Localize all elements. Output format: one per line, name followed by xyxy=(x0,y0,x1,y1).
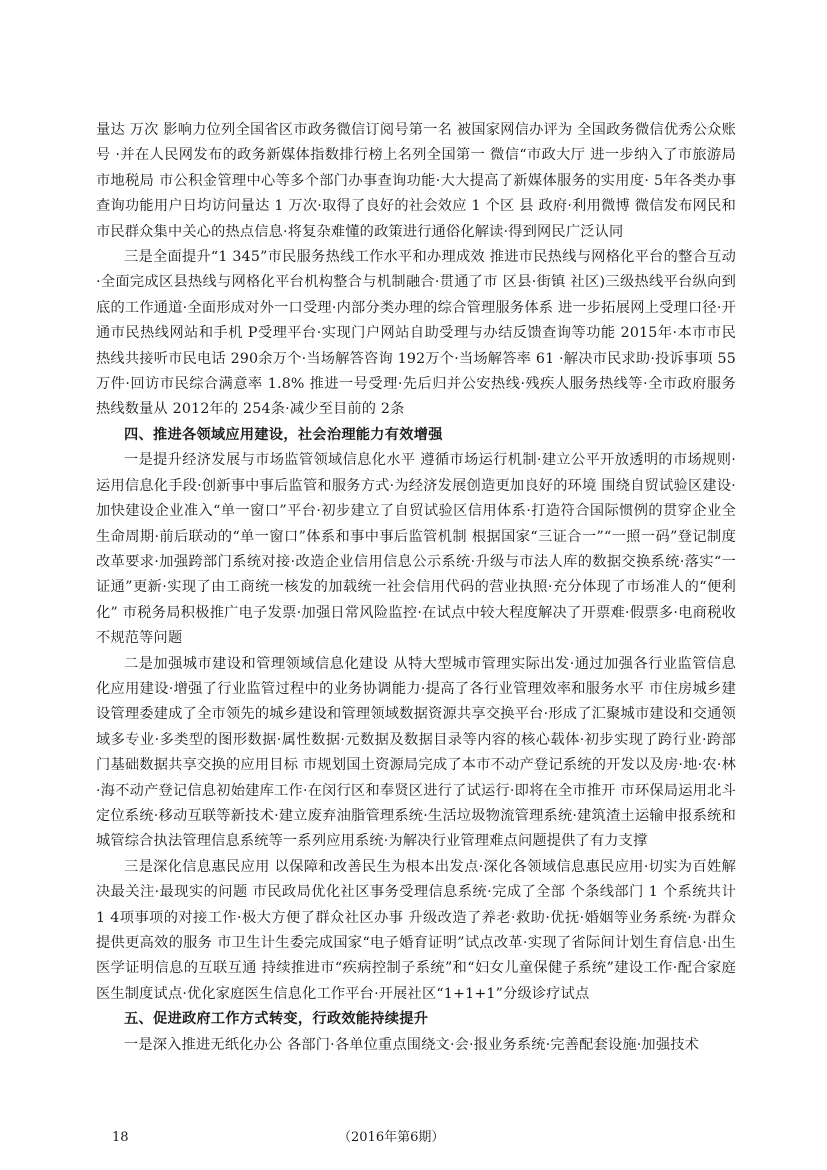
page-number: 18 xyxy=(112,1130,129,1145)
paragraph-wechat-influence: 量达 万次 影响力位列全国省区市政务微信订阅号第一名 被国家网信办评为 全国政务微信优秀公众账号 ·并在人民网发布的政务新媒体指数排行榜上名列全国第一 微信“市政大厅 进一步纳入了市旅游局 市地税局 市公积金管理中心等多个部门办事查询功能·大大提高了新媒体服务的实用度· 5年各类办事查询功能用户日均访问量达 1 万次·取得了良好的社会效应 1 个区 县 政府·利用微博 微信发布网民和市民群众集中关心的热点信息·将复杂难懂的政策进行通俗化解读·得到网民广泛认同 xyxy=(96,122,736,240)
issue-label: （2016年第6期） xyxy=(338,1130,445,1145)
paragraph-market-regulation: 一是提升经济发展与市场监管领域信息化水平 遵循市场运行机制·建立公平开放透明的市场规则·运用信息化手段·创新事中事后监管和服务方式·为经济发展创造更加良好的环境 围绕自贸试验区建设·加快建设企业准入“单一窗口”平台·初步建立了自贸试验区信用体系·打造符合国际惯例的贯穿企业全生命周期·前后联动的“单一窗口”体系和事中事后监管机制 根据国家“三证合一”“一照一码”登记制度改革要求·加强跨部门系统对接·改造企业信用信息公示系统·升级与市法人库的数据交换系统·落实“一证通”更新·实现了由工商统一核发的加载统一社会信用代码的营业执照·充分体现了市场准人的“便利化” 市税务局积极推广电子发票·加强日常风险监控·在试点中较大程度解决了开票难·假票多·电商税收不规范等问题 xyxy=(96,452,736,647)
paragraph-paperless-office: 一是深入推进无纸化办公 各部门·各单位重点围绕文·会·报业务系统·完善配套设施·加强技术 xyxy=(124,1036,699,1053)
section-heading-five: 五、促进政府工作方式转变，行政效能持续提升 xyxy=(124,1011,429,1028)
document-body xyxy=(96,118,736,1058)
paragraph-urban-management: 二是加强城市建设和管理领域信息化建设 从特大型城市管理实际出发·通过加强各行业监管信息化应用建设·增强了行业监管过程中的业务协调能力·提高了各行业管理效率和服务水平 市住房城乡建设管理委建成了全市领先的城乡建设和管理领域数据资源共享交换平台·形成了汇聚城市建设和交通领域多专业·多类型的图形数据·属性数据·元数据及数据目录等内容的核心载体·初步实现了跨行业·跨部门基础数据共享交换的应用目标 市规划国土资源局完成了本市不动产登记系统的开发以及房·地·农·林·海不动产登记信息初始建库工作·在闵行区和奉贤区进行了试运行·即将在全市推开 市环保局运用北斗定位系统·移动互联等新技术·建立废弃油脂管理系统·生活垃圾物流管理系统·建筑渣土运输申报系统和城管综合执法管理信息系统等一系列应用系统·为解决行业管理难点问题提供了有力支撑 xyxy=(96,655,736,850)
paragraph-hotline-12345: 三是全面提升“1 345”市民服务热线工作水平和办理成效 推进市民热线与网格化平台的整合互动·全面完成区县热线与网格化平台机构整合与机制融合·贯通了市 区县·街镇 社区)三级热线平台纵向到底的工作通道·全面形成对外一口受理·内部分类办理的综合管理服务体系 进一步拓展网上受理口径·开通市民热线网站和手机 P受理平台·实现门户网站自助受理与办结反馈查询等功能 2015年·本市市民热线共接听市民电话 290余万个·当场解答咨询 192万个·当场解答率 61 ·解决市民求助·投诉事项 55万件·回访市民综合满意率 1.8% 推进一号受理·先后归并公安热线·残疾人服务热线等·全市政府服务热线数量从 2012年的 254条·减少至目前的 2条 xyxy=(96,249,736,418)
section-heading-four: 四、推进各领域应用建设，社会治理能力有效增强 xyxy=(124,426,443,443)
paragraph-public-benefit: 三是深化信息惠民应用 以保障和改善民生为根本出发点·深化各领域信息惠民应用·切实为百姓解决最关注·最现实的问题 市民政局优化社区事务受理信息系统·完成了全部 个条线部门 1 个系统共计 1 4项事项的对接工作·极大方便了群众社区办事 升级改造了养老·救助·优抚·婚姻等业务系统·为群众提供更高效的服务 市卫生计生委完成国家“电子婚育证明”试点改革·实现了省际间计划生育信息·出生医学证明信息的互联互通 持续推进市“疾病控制子系统”和“妇女儿童保健子系统”建设工作·配合家庭医生制度试点·优化家庭医生信息化工作平台·开展社区“1+1+1”分级诊疗试点 xyxy=(96,858,736,1002)
page-footer xyxy=(112,1128,672,1148)
